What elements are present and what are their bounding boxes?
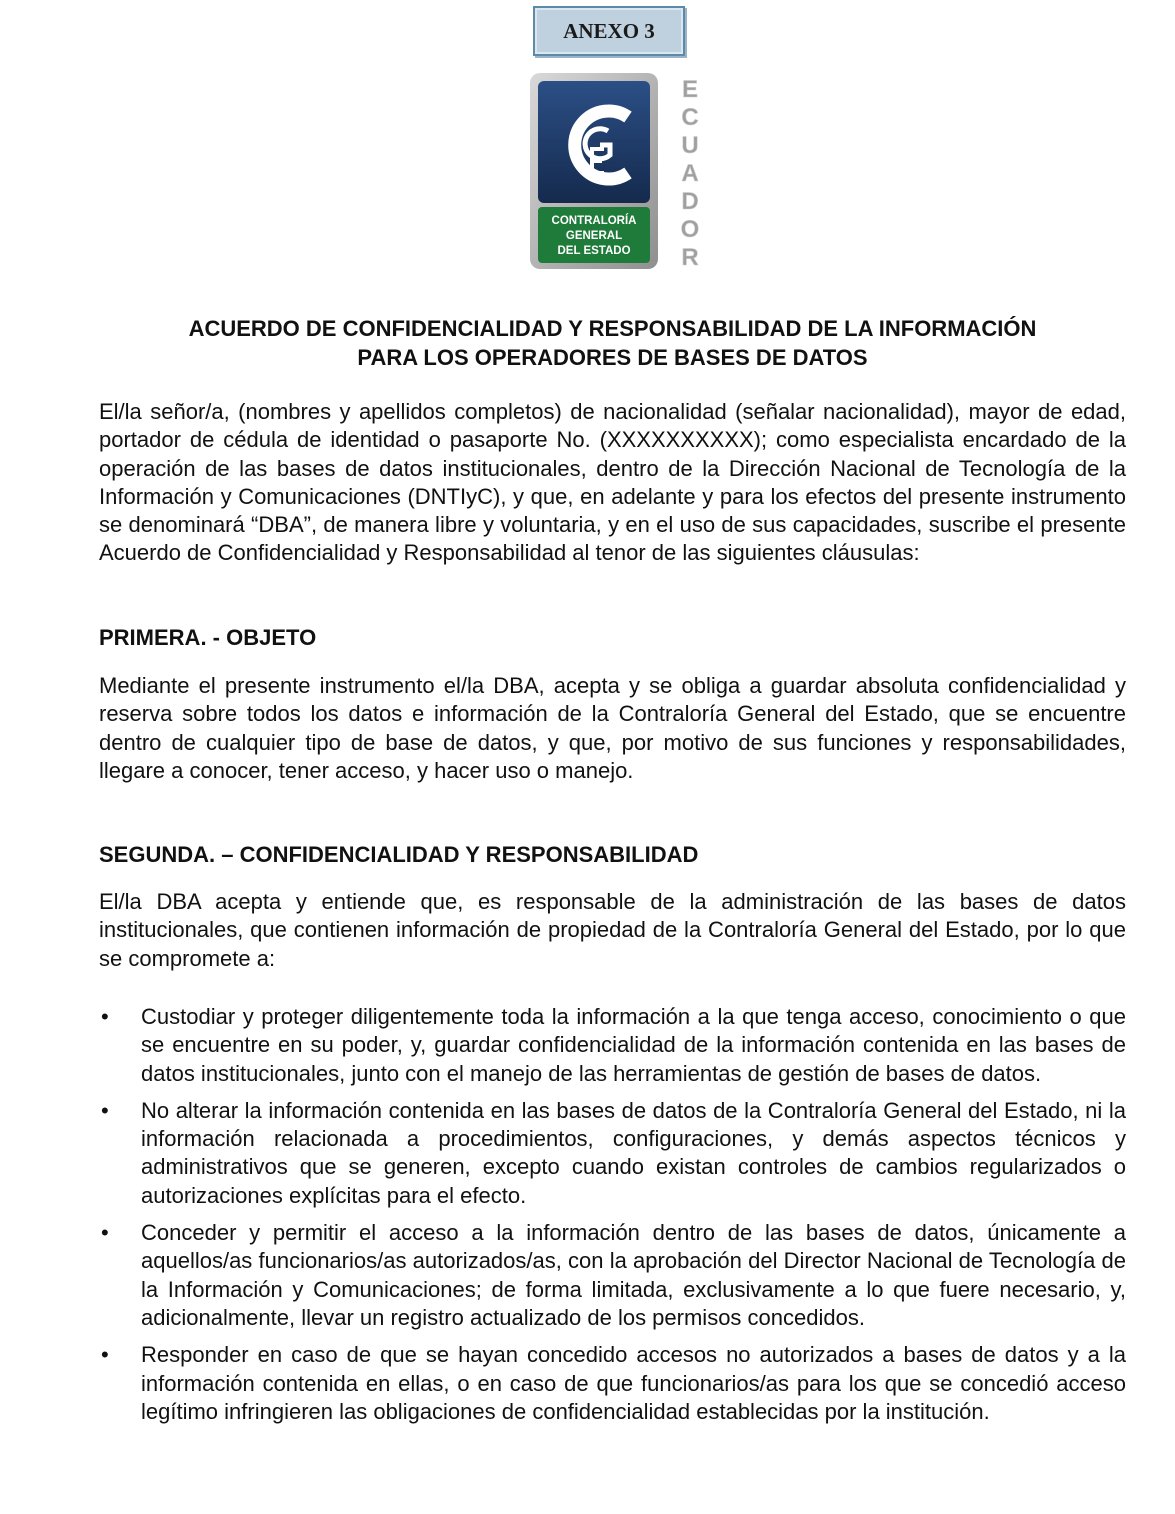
logo-country-letter: D	[681, 188, 699, 215]
list-item	[99, 1097, 1126, 1210]
list-item-text: Responder en caso de que se hayan concedido accesos no autorizados a bases de datos y a la información contenida en ellas, o en caso de que funcionarios/as para los que se concedió acceso legítimo infringieren las obligaciones de confidencialidad establecidas por la institución.	[141, 1342, 1126, 1424]
document-title-line-2: PARA LOS OPERADORES DE BASES DE DATOS	[357, 345, 868, 370]
logo-country-letter: R	[681, 244, 699, 271]
bullet-icon: •	[101, 1004, 109, 1029]
document-title-line-1: ACUERDO DE CONFIDENCIALIDAD Y RESPONSABILIDAD DE LA INFORMACIÓN	[188, 316, 1037, 341]
section-primera-heading: PRIMERA. - OBJETO	[99, 625, 317, 650]
list-item-text: Conceder y permitir el acceso a la información dentro de las bases de datos, únicamente a aquellos/as funcionarios/as autorizados/as, con la aprobación del Director Nacional de Tecnología de la Información y Comunicaciones; de forma limitada, exclusivamente a lo que fuere necesario, y, adicionalmente, llevar un registro actualizado de los permisos concedidos.	[141, 1220, 1126, 1330]
document-title	[60, 314, 1165, 372]
logo-text-line-2: GENERAL	[565, 230, 623, 242]
section-segunda-body: El/la DBA acepta y entiende que, es responsable de la administración de las bases de datos institucionales, que contienen información de propiedad de la Contraloría General del Estado, por lo que se compromete a:	[99, 889, 1126, 971]
annex-label: ANEXO 3	[533, 6, 685, 56]
intro-paragraph: El/la señor/a, (nombres y apellidos completos) de nacionalidad (señalar nacionalidad), mayor de edad, portador de cédula de identidad o pasaporte No. (XXXXXXXXXX); como especialista encardado de la operación de las bases de datos institucionales, dentro de la Dirección Nacional de Tecnología de la Información y Comunicaciones (DNTIyC), y que, en adelante y para los efectos del presente instrumento se denominará “DBA”, de manera libre y voluntaria, y en el uso de sus capacidades, suscribe el presente Acuerdo de Confidencialidad y Responsabilidad al tenor de las siguientes cláusulas:	[99, 399, 1126, 566]
logo-country-letter: O	[680, 216, 700, 243]
logo-country-letter: C	[681, 104, 699, 131]
logo-country-letter: U	[681, 132, 699, 159]
list-item	[99, 1219, 1126, 1332]
logo-navy-panel	[538, 81, 650, 203]
contraloria-logo	[530, 73, 710, 273]
section-segunda-heading: SEGUNDA. – CONFIDENCIALIDAD Y RESPONSABILIDAD	[99, 842, 699, 867]
list-item-text: No alterar la información contenida en las bases de datos de la Contraloría General del Estado, ni la información relacionada a procedimientos, configuraciones, y demás aspectos técnicos y administrativos que se generen, excepto cuando existan controles de cambios regularizados o autorizaciones explícitas para el efecto.	[141, 1097, 1126, 1208]
list-item	[99, 1341, 1126, 1426]
list-item	[99, 1003, 1126, 1088]
logo-text-line-3: DEL ESTADO	[557, 245, 631, 257]
logo-country-letter: E	[681, 76, 699, 103]
section-primera-body: Mediante el presente instrumento el/la DBA, acepta y se obliga a guardar absoluta confidencialidad y reserva sobre todos los datos e información de la Contraloría General del Estado, que se encuentre dentro de cualquier tipo de base de datos, y que, por motivo de sus funciones y responsabilidades, llegare a conocer, tener acceso, y hacer uso o manejo.	[99, 673, 1126, 783]
logo-country-letter: A	[681, 160, 699, 187]
bullet-icon: •	[101, 1097, 109, 1123]
bullet-icon: •	[101, 1220, 109, 1246]
logo-text-line-1: CONTRALORÍA	[551, 215, 637, 227]
obligations-list	[99, 1003, 1126, 1435]
bullet-icon: •	[101, 1342, 109, 1368]
list-item-text: Custodiar y proteger diligentemente toda la información a la que tenga acceso, conocimiento o que se encuentre en su poder, y, guardar confidencialidad de la información contenida en las bases de datos institucionales, junto con el manejo de las herramientas de gestión de bases de datos.	[141, 1004, 1126, 1086]
